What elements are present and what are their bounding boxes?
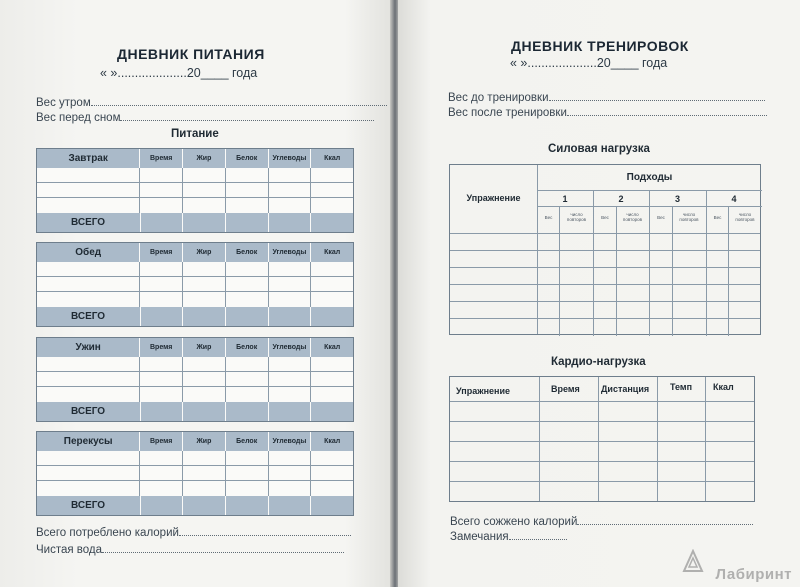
col-fat: Жир bbox=[183, 243, 226, 262]
col-kcal: Ккал bbox=[324, 249, 341, 256]
col-kcal: Ккал bbox=[324, 344, 341, 351]
col-fat: Жир bbox=[183, 149, 226, 168]
set-4-label: 4 bbox=[731, 194, 737, 204]
strength-heading: Силовая нагрузка bbox=[548, 143, 650, 155]
burned-calories-field[interactable] bbox=[577, 515, 753, 525]
clean-water-line bbox=[36, 543, 344, 556]
col-carbs: Углеводы bbox=[269, 243, 312, 262]
weight-sleep-label: Вес перед сном bbox=[36, 112, 121, 124]
table-row[interactable] bbox=[37, 198, 353, 213]
notes-line bbox=[450, 530, 567, 543]
weight-before-line bbox=[448, 91, 765, 104]
cardio-col-time: Время bbox=[551, 384, 580, 394]
table-total-row bbox=[37, 213, 353, 232]
table-row[interactable] bbox=[37, 357, 353, 372]
weight-morning-label: Вес утром bbox=[36, 97, 91, 109]
labyrinth-logo-icon bbox=[682, 549, 704, 573]
notes-field[interactable] bbox=[509, 530, 567, 540]
cardio-table bbox=[449, 376, 755, 502]
total-label: ВСЕГО bbox=[37, 402, 141, 421]
total-calories-label: Всего потреблено калорий bbox=[36, 527, 179, 539]
snacks-table bbox=[36, 431, 354, 516]
col-kcal: Ккал bbox=[324, 155, 341, 162]
col-protein: Белок bbox=[226, 338, 269, 357]
watermark: Лабиринт bbox=[715, 566, 792, 583]
weight-sub-header: Вес bbox=[713, 215, 722, 220]
col-time: Время bbox=[140, 149, 183, 168]
total-calories-field[interactable] bbox=[179, 526, 351, 536]
reps-sub-header: число повторов bbox=[735, 212, 755, 222]
left-page bbox=[0, 0, 392, 587]
notes-label: Замечания bbox=[450, 531, 509, 543]
training-date-line: « »....................20____ года bbox=[510, 56, 668, 70]
dinner-table bbox=[36, 337, 354, 422]
set-1-label: 1 bbox=[562, 194, 568, 204]
clean-water-label: Чистая вода bbox=[36, 544, 103, 556]
meal-name: Ужин bbox=[37, 338, 140, 357]
table-total-row bbox=[37, 496, 353, 515]
nutrition-heading: Питание bbox=[171, 128, 219, 140]
table-row[interactable] bbox=[37, 277, 353, 292]
total-label: ВСЕГО bbox=[37, 213, 141, 232]
col-carbs: Углеводы bbox=[269, 149, 312, 168]
nutrition-date-line: « »....................20____ года bbox=[100, 66, 258, 80]
weight-after-line bbox=[448, 106, 767, 119]
col-protein: Белок bbox=[226, 149, 269, 168]
weight-before-field[interactable] bbox=[549, 91, 765, 101]
weight-sleep-line bbox=[36, 111, 374, 124]
breakfast-table bbox=[36, 148, 354, 233]
table-row[interactable] bbox=[37, 183, 353, 198]
col-time: Время bbox=[140, 243, 183, 262]
table-row[interactable] bbox=[37, 168, 353, 183]
table-row[interactable] bbox=[37, 481, 353, 496]
strength-table bbox=[449, 164, 761, 335]
weight-sub-header: Вес bbox=[544, 215, 553, 220]
table-row[interactable] bbox=[37, 292, 353, 307]
meal-name: Обед bbox=[37, 243, 140, 262]
reps-sub-header: число повторов bbox=[679, 212, 699, 222]
weight-after-label: Вес после тренировки bbox=[448, 107, 567, 119]
lunch-table bbox=[36, 242, 354, 327]
total-label: ВСЕГО bbox=[37, 307, 141, 326]
reps-sub-header: число повторов bbox=[622, 212, 643, 222]
col-carbs: Углеводы bbox=[269, 338, 312, 357]
weight-after-field[interactable] bbox=[567, 106, 767, 116]
set-2-label: 2 bbox=[618, 194, 624, 204]
total-calories-line bbox=[36, 526, 351, 539]
weight-morning-line bbox=[36, 96, 387, 109]
table-row[interactable] bbox=[37, 262, 353, 277]
exercise-header: Упражнение bbox=[466, 193, 521, 203]
meal-name: Перекусы bbox=[37, 432, 140, 451]
table-total-row bbox=[37, 402, 353, 421]
cardio-col-distance: Дистанция bbox=[601, 384, 650, 394]
table-header bbox=[37, 432, 353, 451]
burned-calories-line bbox=[450, 515, 753, 528]
burned-calories-label: Всего сожжено калорий bbox=[450, 516, 578, 528]
table-row[interactable] bbox=[37, 372, 353, 387]
col-protein: Белок bbox=[226, 243, 269, 262]
clean-water-field[interactable] bbox=[102, 543, 344, 553]
reps-sub-header: число повторов bbox=[566, 212, 587, 222]
col-carbs: Углеводы bbox=[269, 432, 312, 451]
sets-header: Подходы bbox=[626, 172, 673, 183]
weight-morning-field[interactable] bbox=[91, 96, 387, 106]
table-header bbox=[37, 338, 353, 357]
set-3-label: 3 bbox=[674, 194, 680, 204]
training-diary-title: ДНЕВНИК ТРЕНИРОВОК bbox=[511, 38, 689, 54]
col-fat: Жир bbox=[183, 338, 226, 357]
table-total-row bbox=[37, 307, 353, 326]
table-row[interactable] bbox=[37, 466, 353, 481]
table-row[interactable] bbox=[37, 387, 353, 402]
col-protein: Белок bbox=[226, 432, 269, 451]
weight-sub-header: Вес bbox=[601, 215, 609, 220]
meal-name: Завтрак bbox=[37, 149, 140, 168]
col-fat: Жир bbox=[183, 432, 226, 451]
table-header bbox=[37, 149, 353, 168]
col-kcal: Ккал bbox=[324, 438, 341, 445]
col-time: Время bbox=[140, 432, 183, 451]
weight-before-label: Вес до тренировки bbox=[448, 92, 549, 104]
nutrition-diary-title: ДНЕВНИК ПИТАНИЯ bbox=[117, 46, 265, 62]
weight-sleep-field[interactable] bbox=[120, 111, 374, 121]
cardio-col-kcal: Ккал bbox=[713, 382, 734, 392]
table-header bbox=[37, 243, 353, 262]
col-time: Время bbox=[140, 338, 183, 357]
cardio-col-exercise: Упражнение bbox=[456, 386, 510, 396]
weight-sub-header: Вес bbox=[657, 215, 665, 220]
table-row[interactable] bbox=[37, 451, 353, 466]
total-label: ВСЕГО bbox=[37, 496, 141, 515]
cardio-heading: Кардио-нагрузка bbox=[551, 356, 646, 368]
cardio-col-pace: Темп bbox=[670, 382, 693, 392]
